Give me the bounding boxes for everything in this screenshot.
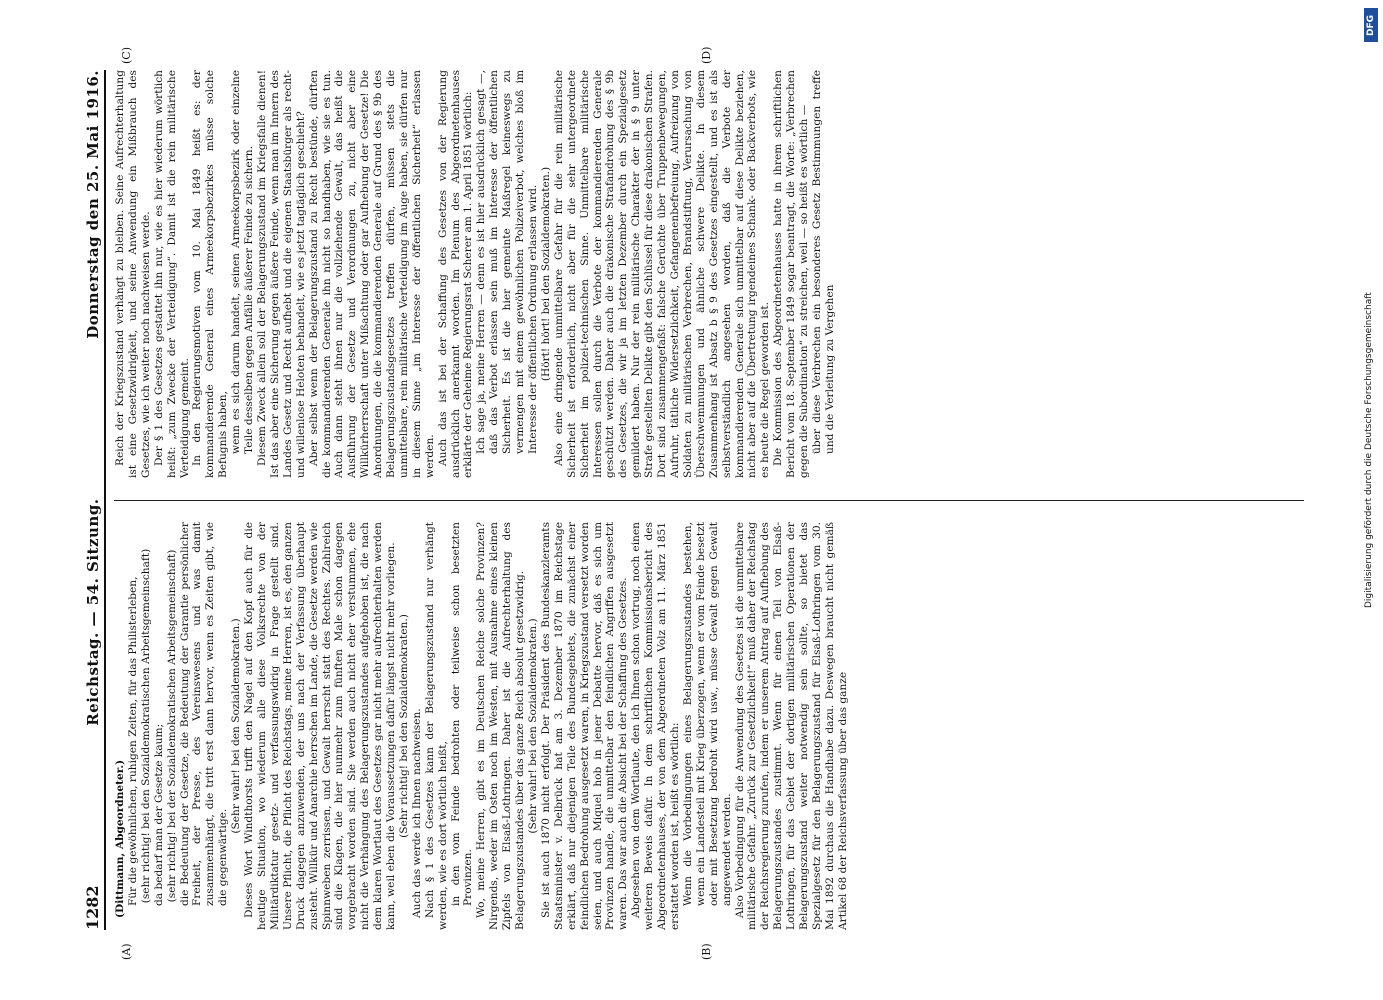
margin-mark-d: (D) [700, 46, 713, 64]
margin-mark-b: (B) [700, 943, 713, 960]
page-number: 1282 [83, 885, 102, 930]
interjection: (Sehr wahr! bei den Sozialdemokraten.) [230, 618, 243, 834]
paragraph: Nach § 1 des Gesetzes kann der Belagerungszustand nur verhängt werden, wie es dort wörtlich heißt, [423, 522, 449, 930]
session-date: Donnerstag den 25. Mai 1916. [84, 70, 102, 339]
quoted-passage: die Bedeutung der Gesetze, die Bedeutung der Garantie persönlicher Freiheit, der Presse, des Vereinswesens und was damit zusammenhängt, die tritt erst dann hervor, wenn es Zeiten gibt, wie die gegenwärtige. [178, 522, 230, 906]
speaker-label: (Dittmann, Abgeordneter.) [114, 759, 126, 918]
interjection: (Sehr wahr! bei den Sozialdemokraten.) [527, 618, 539, 834]
margin-mark-c: (C) [120, 47, 133, 64]
quoted-passage: Für die gewöhnlichen, ruhigen Zeiten, für das Philisterleben, [126, 576, 139, 906]
quoted-passage: da bedarf man der Gesetze kaum; [152, 723, 165, 906]
column-divider [114, 500, 1304, 501]
page-content [80, 46, 1320, 960]
paragraph: Also eine dringende unmittelbare Gefahr für die rein militärische Sicherheit ist erforderlich, nicht aber für die sehr untergeordnete Sicherheit im polizei-technischen Sinne. Unmittelbare militärische Interessen sollen durch die Verbote der kommandierenden Generale geschützt werden. Daher auch die drakonische Strafandrohung des § 9b des Gesetzes, die wir ja im letzten Dezember durch ein Spezialgesetz gemildert haben. Nur der rein militärische Charakter der in § 9 unter Strafe gestellten Delikte gibt den Schlüssel für diese drakonischen Strafen. Dort sind zusammengefaßt: falsche Gerüchte über Truppenbewegungen, Aufruhr, tätliche Widersetzlichkeit, Gefangenenbefreiung, Aufreizung von Soldaten zu militärischen Verbrechen, Brandstiftung, Verursachung von Überschwemmungen und ähnliche schwere Delikte. In diesem Zusammenhang ist Absatz b § 9 des Gesetzes eingestellt, und es ist als selbstverständlich angesehen worden, daß die Verbote der kommandierenden Generale sich unmittelbar auf diese Delikte beziehen, nicht aber auf die Übertretung irgendeines Schank- oder Backverbots, wie es heute die Regel geworden ist. [552, 70, 772, 478]
paragraph: Abgesehen von dem Wortlaute, den ich Ihnen schon vortrug, noch einen weiteren Beweis dafür. In dem schriftlichen Kommissionsbericht des Abgeordnetenhauses, der von dem Abgeordneten Volz am 11. März 1851 erstattet worden ist, heißt es wörtlich: [630, 522, 681, 930]
quoted-passage: Wenn die Vorbedingungen eines Belagerungszustandes bestehen, wenn ein Landesteil mit Krieg überzogen, wenn er vom Feinde besetzt oder mit Besetzung bedroht wird usw., müsse Gewalt gegen Gewalt angewendet werden. [681, 522, 733, 906]
paragraph: Sie ist auch 1870 nicht erfolgt. Der Präsident des Bundeskanzleramts Staatsminister v. Delbrück hat am 3. Dezember 1870 im Reichstage erklärt, daß nur diejenigen Teile des Bundesgebiets, die zunächst einer feindlichen Bedrohung ausgesetzt waren, in Kriegszustand versetzt worden seien, und auch Miquel hob in jener Debatte hervor, daß es sich um Provinzen handle, die unmittelbar den feindlichen Angriffen ausgesetzt waren. Das war auch die Absicht bei der Schaffung des Gesetzes. [539, 522, 630, 930]
paragraph: Auch das werde ich Ihnen nachweisen. [410, 708, 423, 918]
paragraph: Der § 1 des Gesetzes gestattet ihn nur, wie es hier wiederum wörtlich heißt: „zum Zwecke der Verteidigung“. Damit ist die rein militärische Verteidigung gemeint. [152, 70, 191, 478]
session-title: Reichstag. — 54. Sitzung. [84, 498, 102, 726]
dfg-logo: DFG [1364, 8, 1378, 42]
quoted-passage: wenn es sich darum handelt, seinen Armeekorpsbezirk oder einzelne Teile desselben gegen Anfälle äußerer Feinde zu sichern. [230, 70, 256, 454]
page-header [80, 70, 106, 930]
interjection: (Hört! hört! bei den Sozialdemokraten.) [539, 166, 552, 382]
interjection: (sehr richtig! bei der Sozialdemokratischen Arbeitsgemeinschaft) [165, 549, 178, 903]
paragraph: Aber selbst wenn der Belagerungszustand zu Recht bestünde, dürften die kommandierenden Generale ihn nicht so handhaben, wie sie es tun. Auch dann steht ihnen nur die vollziehende Gewalt, das heißt die Ausführung der Gesetze und Verordnungen zu, nicht aber eine Willkürherrschaft unter Mißachtung oder gar Aufhebung der Gesetze! Die Anordnungen, die die kommandierenden Generale auf Grund des § 9b des Belagerungszustandsgesetzes treffen dürfen, müssen stets die unmittelbare, rein militärische Verteidigung im Auge haben, sie dürfen nur in diesem Sinne „im Interesse der öffentlichen Sicherheit“ erlassen werden. [307, 70, 436, 478]
right-column [114, 70, 1304, 478]
digitization-notice: Digitalisierung gefördert durch die Deutsche Forschungsgemeinschaft [1364, 292, 1374, 608]
margin-mark-a: (A) [120, 943, 133, 960]
interjection: (Sehr richtig! bei den Sozialdemokraten.) [397, 614, 410, 838]
paragraph: In den Regierungsmotiven vom 10. Mai 1849 heißt es: der kommandierende General eines Armeekorpsbezirkes müsse solche Befugnis haben, [191, 70, 230, 478]
paragraph: Wo, meine Herren, gibt es im Deutschen Reiche solche Provinzen? Nirgends, weder im Osten noch im Westen, mit Ausnahme eines kleinen Zipfels von Elsaß-Lothringen. Daher ist die Aufrechterhaltung des Belagerungszustandes über das ganze Reich absolut gesetzwidrig. [475, 522, 527, 930]
rotated-page [80, 46, 1320, 960]
interjection: (sehr richtig! bei den Sozialdemokratischen Arbeitsgemeinschaft) [139, 548, 152, 904]
quoted-passage: Ich sage ja, meine Herren — denn es ist hier ausdrücklich gesagt —, daß das Verbot erlassen sein muß im Interesse der öffentlichen Sicherheit. Es ist die hier gemeinte Maßregel keineswegs zu vermengen mit einem gewöhnlichen Polizeiverbot, welches bloß im Interesse der öffentlichen Ordnung erlassen wird. [475, 70, 539, 454]
paragraph: Auch das ist bei der Schaffung des Gesetzes von der Regierung ausdrücklich anerkannt worden. Im Plenum des Abgeordnetenhauses erklärte der Geheime Regierungsrat Scherer am 1. April 1851 wörtlich: [436, 70, 475, 478]
paragraph: Die Kommission des Abgeordnetenhauses hatte in ihrem schriftlichen Bericht vom 18. September 1849 sogar beantragt, die Worte: „Verbrechen gegen die Subordination“ zu streichen, weil — so heißt es wörtlich — [772, 70, 811, 478]
quoted-passage: über diese Verbrechen ein besonderes Gesetz Bestimmungen treffe und die Verleitung zu Vergehen [810, 70, 836, 454]
paragraph: Diesem Zweck allein soll der Belagerungszustand im Kriegsfalle dienen! Ist das aber eine Sicherung gegen äußere Feinde, wenn man im Innern des Landes Gesetz und Recht aufhebt und die eigenen Staatsbürger als recht- und willenlose Heloten behandelt, wie es jetzt tagtäglich geschieht? [255, 70, 307, 478]
quoted-passage: in den vom Feinde bedrohten oder teilweise schon besetzten Provinzen. [449, 522, 475, 906]
left-column [114, 522, 1304, 930]
paragraph: Reich der Kriegszustand verhängt zu bleiben. Seine Aufrechterhaltung ist eine Gesetzwidrigkeit, und seine Anwendung ein Mißbrauch des Gesetzes, wie ich weiter noch nachweisen werde. [114, 70, 152, 478]
paragraph: Dieses Wort Windthorsts trifft den Nagel auf den Kopf auch für die heutige Situation, wo wiederum alle diese Volksrechte von der Militärdiktatur gesetz- und verfassungswidrig in Frage gestellt sind. Unsere Pflicht, die Pflicht des Reichstags, meine Herren, ist es, den ganzen Druck dagegen anzuwenden, der uns nach der Verfassung überhaupt zusteht. Willkür und Anarchie herrschen im Lande, die Gesetze werden wie Spinnweben zerrissen, und Gewalt herrscht statt des Rechtes. Zahlreich sind die Klagen, die hier nunmehr zum fünften Male schon dagegen vorgebracht worden sind. Sie werden auch nicht eher verstummen, ehe nicht die Verhängung des Belagerungszustandes aufgehoben ist, die nach dem klaren Wortlaut des Gesetzes gar nicht mehr aufrechterhalten werden kann, weil eben die Voraussetzungen dafür längst nicht mehr vorliegen. [243, 522, 398, 930]
paragraph: Also Vorbedingung für die Anwendung des Gesetzes ist die unmittelbare militärische Gefahr. „Zurück zur Gesetzlichkeit!“ muß daher der Reichstag der Reichsregierung zurufen, indem er unserem Antrag auf Aufhebung des Belagerungszustandes zustimmt. Wenn für einen Teil von Elsaß-Lothringen, für das Gebiet der dortigen militärischen Operationen der Belagerungszustand weiter notwendig sein sollte, so bietet das Spezialgesetz für den Belagerungszustand für Elsaß-Lothringen vom 30. Mai 1892 durchaus die Handhabe dazu. Deswegen braucht nicht gemäß Artikel 68 der Reichsverfassung über das ganze [733, 522, 849, 930]
